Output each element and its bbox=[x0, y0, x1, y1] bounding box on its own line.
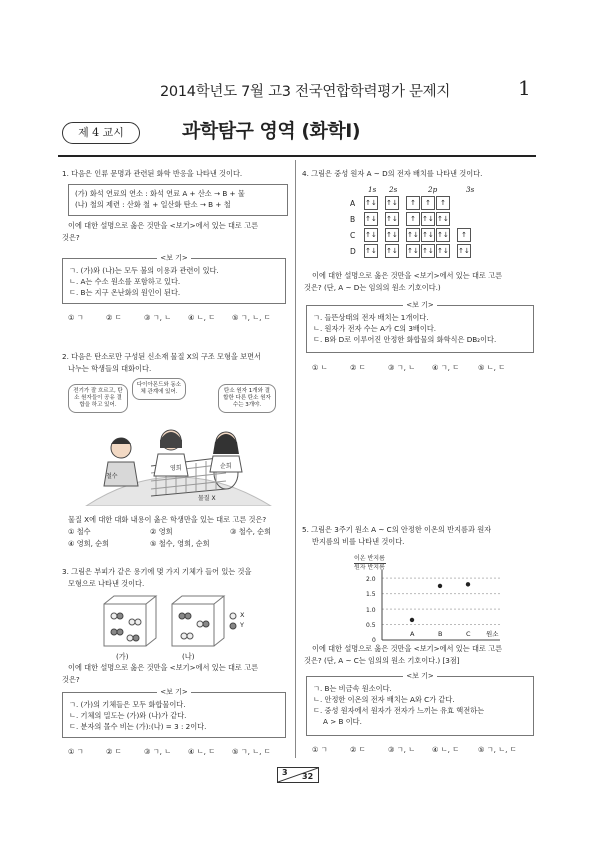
label-material-x: 물질 X bbox=[198, 495, 216, 502]
orbital-box: ↑↓ bbox=[421, 212, 435, 226]
q5-stem: 반지름의 비를 나타낸 것이다. bbox=[312, 537, 405, 546]
label-cheolsu: 철수 bbox=[106, 473, 118, 480]
q5-bogi-item: A > B 이다. bbox=[323, 717, 362, 726]
page-counter-box bbox=[277, 767, 319, 783]
orbital-box: ↑↓ bbox=[421, 228, 435, 242]
q1-box-line: (나) 철의 제련 : 산화 철 + 일산화 탄소 → B + 철 bbox=[75, 200, 231, 209]
q1-choice[interactable]: ① ㄱ bbox=[68, 313, 84, 322]
orbital-box: ↑↓ bbox=[385, 228, 399, 242]
label-soonhee: 순희 bbox=[220, 463, 232, 470]
q1-bogi-item: ㄱ. (가)와 (나)는 모두 불의 이용과 관련이 있다. bbox=[69, 266, 219, 275]
chart-tick-y: 0.5 bbox=[366, 622, 376, 629]
q2-choice[interactable]: ⑤ 철수, 영희, 순희 bbox=[150, 539, 210, 548]
orbital-box: ↑↓ bbox=[421, 244, 435, 258]
orbital-box: ↑↓ bbox=[436, 244, 450, 258]
legend-y-dot bbox=[230, 623, 236, 629]
q4-bogi-item: ㄷ. B와 D로 이루어진 안정한 화합물의 화학식은 DB₂이다. bbox=[313, 335, 497, 344]
q5-choice[interactable]: ④ ㄴ, ㄷ bbox=[432, 745, 460, 754]
q2-ask: 물질 X에 대한 대화 내용이 옳은 학생만을 있는 대로 고른 것은? bbox=[68, 515, 267, 524]
q1-reaction-box bbox=[68, 184, 288, 216]
q1-choice[interactable]: ③ ㄱ, ㄴ bbox=[144, 313, 172, 322]
q3-label-na: (나) bbox=[182, 652, 195, 661]
q1-ask: 것은? bbox=[62, 233, 80, 242]
q2-illustration bbox=[73, 378, 276, 506]
q3-ask: 이에 대한 설명으로 옳은 것만을 <보기>에서 있는 대로 고른 bbox=[68, 663, 259, 672]
q5-choice[interactable]: ② ㄷ bbox=[350, 745, 366, 754]
orbital-box: ↑↓ bbox=[406, 244, 420, 258]
q1-bogi-item: ㄴ. A는 수소 원소를 포함하고 있다. bbox=[69, 277, 181, 286]
q5-ask: 것은? (단, A ~ C는 임의의 원소 기호이다.) [3점] bbox=[304, 656, 460, 665]
q5-stem: 5. 그림은 3주기 원소 A ~ C의 안정한 이온의 반지름과 원자 bbox=[302, 525, 492, 534]
q2-choice[interactable]: ① 철수 bbox=[68, 527, 91, 536]
label-younghee: 영희 bbox=[170, 465, 182, 472]
chart-tick-x: A bbox=[410, 630, 415, 638]
chart-ylabel-bottom: 원자 반지름 bbox=[354, 564, 385, 571]
q5-bogi-box bbox=[306, 672, 534, 736]
legend-x-label: X bbox=[240, 611, 245, 619]
bubble-soonhee: 탄소 원자 1개와 결합한 다른 탄소 원자 수는 3개야. bbox=[218, 384, 276, 413]
orbital-box: ↑ bbox=[457, 228, 471, 242]
orbital-box: ↑↓ bbox=[364, 212, 378, 226]
q1-ask: 이에 대한 설명으로 옳은 것만을 <보기>에서 있는 대로 고른 bbox=[68, 221, 259, 230]
orbital-box: ↑↓ bbox=[385, 212, 399, 226]
bogi-title: <보 기> bbox=[157, 688, 190, 696]
q3-ask: 것은? bbox=[62, 675, 80, 684]
q1-choice[interactable]: ② ㄷ bbox=[106, 313, 122, 322]
gas-containers-svg bbox=[100, 594, 260, 650]
chart-tick-y: 0 bbox=[372, 637, 376, 644]
orbital-box: ↑↓ bbox=[385, 244, 399, 258]
orbital-box: ↑↓ bbox=[436, 212, 450, 226]
legend-x-dot bbox=[230, 613, 236, 619]
q2-stem: 2. 다음은 탄소로만 구성된 신소재 물질 X의 구조 모형을 보면서 bbox=[62, 352, 261, 361]
q5-bogi-item: ㄴ. 안정한 이온의 전자 배치는 A와 C가 같다. bbox=[313, 695, 455, 704]
q5-bogi-item: ㄱ. B는 비금속 원소이다. bbox=[313, 684, 392, 693]
bubble-younghee: 다이아몬드와 동소체 관계에 있어. bbox=[132, 378, 186, 400]
orbital-header-3s: 3s bbox=[466, 185, 475, 194]
bubble-cheolsu: 전기가 잘 흐르고, 탄소 원자들이 공유 결합을 하고 있어. bbox=[68, 384, 128, 413]
q5-choice[interactable]: ⑤ ㄱ, ㄴ, ㄷ bbox=[478, 745, 517, 754]
q4-bogi-item: ㄱ. 들뜬상태의 전자 배치는 1개이다. bbox=[313, 313, 429, 322]
q1-stem: 1. 다음은 인류 문명과 관련된 화학 반응을 나타낸 것이다. bbox=[62, 169, 243, 178]
header-rule bbox=[58, 155, 536, 157]
config-row-c bbox=[350, 228, 490, 244]
q4-choice[interactable]: ④ ㄱ, ㄷ bbox=[432, 363, 460, 372]
orbital-box: ↑↓ bbox=[364, 228, 378, 242]
orbital-header-1s: 1s bbox=[368, 185, 377, 194]
q1-choice[interactable]: ⑤ ㄱ, ㄴ, ㄷ bbox=[232, 313, 271, 322]
q3-choice[interactable]: ③ ㄱ, ㄴ bbox=[144, 747, 172, 756]
orbital-header-2s: 2s bbox=[389, 185, 398, 194]
config-row-a bbox=[350, 196, 490, 212]
q4-ask: 것은? (단, A ~ D는 임의의 원소 기호이다.) bbox=[304, 283, 441, 292]
column-divider bbox=[295, 160, 296, 758]
atom-label: A bbox=[350, 199, 356, 208]
config-row-b bbox=[350, 212, 490, 228]
q2-choice[interactable]: ③ 철수, 순희 bbox=[230, 527, 272, 536]
orbital-box: ↑↓ bbox=[364, 196, 378, 210]
q3-stem: 3. 그림은 부피가 같은 용기에 몇 가지 기체가 들어 있는 것을 bbox=[62, 567, 252, 576]
config-row-d bbox=[350, 244, 490, 260]
q1-box-line: (가) 화석 연료의 연소 : 화석 연료 A + 산소 → B + 물 bbox=[75, 189, 245, 198]
q3-label-ga: (가) bbox=[116, 652, 129, 661]
bogi-title: <보 기> bbox=[403, 672, 436, 680]
atom-label: D bbox=[350, 247, 356, 256]
q3-containers bbox=[100, 594, 260, 650]
q5-ask: 이에 대한 설명으로 옳은 것만을 <보기>에서 있는 대로 고른 bbox=[312, 644, 503, 653]
atom-label: B bbox=[350, 215, 356, 224]
orbital-header-2p: 2p bbox=[428, 185, 438, 194]
chart-xlabel: 원소 bbox=[486, 630, 499, 638]
molecules-na bbox=[179, 613, 209, 639]
q4-choice[interactable]: ② ㄷ bbox=[350, 363, 366, 372]
q4-ask: 이에 대한 설명으로 옳은 것만을 <보기>에서 있는 대로 고른 bbox=[312, 271, 503, 280]
chart-tick-y: 1.0 bbox=[366, 607, 376, 614]
q1-choice[interactable]: ④ ㄴ, ㄷ bbox=[188, 313, 216, 322]
orbital-box: ↑ bbox=[421, 196, 435, 210]
q5-choice[interactable]: ① ㄱ bbox=[312, 745, 328, 754]
atom-label: C bbox=[350, 231, 356, 240]
orbital-box: ↑↓ bbox=[385, 196, 399, 210]
chart-point-c bbox=[466, 582, 470, 586]
q4-choice[interactable]: ① ㄴ bbox=[312, 363, 328, 372]
q2-choice[interactable]: ④ 영희, 순희 bbox=[68, 539, 110, 548]
molecules-ga bbox=[111, 613, 141, 641]
q3-choice[interactable]: ② ㄷ bbox=[106, 747, 122, 756]
chart-tick-y: 2.0 bbox=[366, 576, 376, 583]
orbital-box: ↑↓ bbox=[364, 244, 378, 258]
period-label: 제 4 교시 bbox=[62, 122, 140, 144]
orbital-box: ↑↓ bbox=[457, 244, 471, 258]
bogi-title: <보 기> bbox=[403, 301, 436, 309]
q2-choice[interactable]: ② 영희 bbox=[150, 527, 173, 536]
chart-plot-area bbox=[350, 552, 510, 646]
chart-tick-x: C bbox=[466, 630, 471, 638]
orbital-box: ↑ bbox=[406, 212, 420, 226]
page-counter-total: 32 bbox=[302, 772, 314, 781]
page-counter-current: 3 bbox=[282, 768, 288, 777]
exam-title: 2014학년도 7월 고3 전국연합학력평가 문제지 bbox=[160, 84, 451, 100]
q3-bogi-item: ㄴ. 기체의 밀도는 (가)와 (나)가 같다. bbox=[69, 711, 187, 720]
orbital-box: ↑↓ bbox=[436, 228, 450, 242]
q3-bogi-box bbox=[62, 688, 286, 738]
chart-point-b bbox=[438, 584, 442, 588]
q3-choice[interactable]: ① ㄱ bbox=[68, 747, 84, 756]
q4-bogi-item: ㄴ. 원자가 전자 수는 A가 C의 3배이다. bbox=[313, 324, 437, 333]
q5-choice[interactable]: ③ ㄱ, ㄴ bbox=[388, 745, 416, 754]
orbital-box: ↑ bbox=[406, 196, 420, 210]
page-number: 1 bbox=[518, 76, 531, 100]
orbital-box: ↑↓ bbox=[406, 228, 420, 242]
q4-choice[interactable]: ③ ㄱ, ㄴ bbox=[388, 363, 416, 372]
q3-choice[interactable]: ⑤ ㄱ, ㄴ, ㄷ bbox=[232, 747, 271, 756]
q4-choice[interactable]: ⑤ ㄴ, ㄷ bbox=[478, 363, 506, 372]
chart-point-a bbox=[410, 618, 414, 622]
chart-tick-x: B bbox=[438, 630, 443, 638]
q4-bogi-box bbox=[306, 301, 534, 353]
q3-bogi-item: ㄱ. (가)의 기체들은 모두 화합물이다. bbox=[69, 700, 186, 709]
legend-y-label: Y bbox=[240, 621, 244, 629]
chart-ylabel-top: 이온 반지름 bbox=[354, 555, 385, 562]
q5-chart bbox=[350, 552, 510, 646]
q3-bogi-item: ㄷ. 분자의 몰수 비는 (가):(나) = 3 : 2이다. bbox=[69, 722, 207, 731]
container-na bbox=[172, 596, 224, 646]
q5-bogi-item: ㄷ. 중성 원자에서 원자가 전자가 느끼는 유효 핵전하는 bbox=[313, 706, 485, 715]
orbital-box: ↑ bbox=[436, 196, 450, 210]
q3-choice[interactable]: ④ ㄴ, ㄷ bbox=[188, 747, 216, 756]
electron-config-table bbox=[350, 196, 490, 260]
q2-stem: 나누는 학생들의 대화이다. bbox=[68, 364, 152, 373]
q4-stem: 4. 그림은 중성 원자 A ~ D의 전자 배치를 나타낸 것이다. bbox=[302, 169, 483, 178]
bogi-title: <보 기> bbox=[157, 254, 190, 262]
subject-title: 과학탐구 영역 (화학Ⅰ) bbox=[182, 120, 360, 142]
q1-bogi-box bbox=[62, 254, 286, 304]
q1-bogi-item: ㄷ. B는 지구 온난화의 원인이 된다. bbox=[69, 288, 181, 297]
q3-stem: 모형으로 나타낸 것이다. bbox=[68, 579, 145, 588]
chart-tick-y: 1.5 bbox=[366, 591, 376, 598]
